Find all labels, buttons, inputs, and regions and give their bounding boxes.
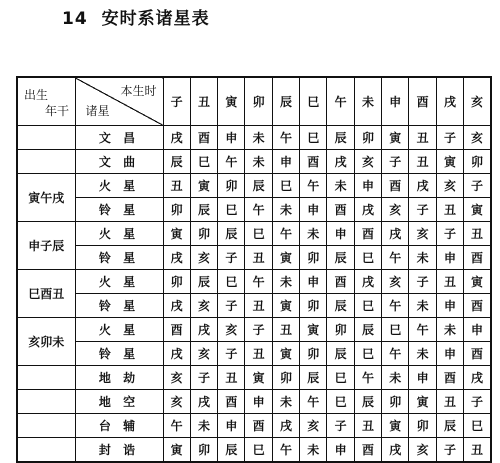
table-cell: 戌 [382, 438, 409, 463]
table-row [17, 294, 491, 318]
table-cell: 巳 [464, 414, 491, 438]
corner-birth-hour-label: 本生时 [120, 84, 157, 98]
table-cell: 申 [300, 270, 327, 294]
table-cell: 申 [300, 198, 327, 222]
corner-left-line2: 年干 [45, 104, 70, 118]
table-cell: 申 [464, 318, 491, 342]
table-cell: 辰 [300, 366, 327, 390]
table-cell: 寅 [163, 222, 190, 246]
table-header-row [17, 77, 491, 126]
table-cell: 申 [218, 126, 245, 150]
table-row [17, 246, 491, 270]
table-cell: 酉 [464, 342, 491, 366]
table-cell: 午 [382, 294, 409, 318]
table-cell: 巳 [272, 174, 299, 198]
table-cell: 卯 [272, 366, 299, 390]
table-cell: 辰 [218, 438, 245, 463]
table-cell: 申 [409, 366, 436, 390]
branch-header-6: 午 [327, 77, 354, 126]
table-body [17, 77, 491, 462]
table-cell: 子 [218, 246, 245, 270]
table-cell: 辰 [354, 318, 381, 342]
branch-header-0: 子 [163, 77, 190, 126]
table-cell: 巳 [190, 150, 217, 174]
table-cell: 巳 [218, 198, 245, 222]
corner-stars-label: 诸星 [85, 104, 110, 118]
row-star-name: 铃 星 [75, 342, 163, 366]
table-cell: 辰 [327, 126, 354, 150]
table-cell: 申 [327, 438, 354, 463]
corner-birth-year-stem [17, 77, 75, 126]
table-cell: 卯 [327, 318, 354, 342]
table-cell: 丑 [436, 198, 463, 222]
table-cell: 亥 [382, 198, 409, 222]
row-group-empty [17, 126, 75, 150]
table-row [17, 390, 491, 414]
table-cell: 亥 [382, 270, 409, 294]
table-cell: 辰 [245, 174, 272, 198]
table-cell: 辰 [327, 342, 354, 366]
table-cell: 丑 [245, 342, 272, 366]
row-group-empty [17, 366, 75, 390]
table-cell: 未 [272, 198, 299, 222]
table-row [17, 150, 491, 174]
table-cell: 寅 [464, 198, 491, 222]
table-cell: 申 [354, 174, 381, 198]
row-group-label: 申子辰 [17, 222, 75, 270]
table-cell: 戌 [409, 174, 436, 198]
table-cell: 丑 [272, 318, 299, 342]
table-cell: 午 [218, 150, 245, 174]
table-cell: 申 [436, 294, 463, 318]
table-row [17, 174, 491, 198]
table-cell: 酉 [327, 270, 354, 294]
table-cell: 卯 [300, 246, 327, 270]
table-cell: 午 [272, 222, 299, 246]
table-cell: 丑 [436, 270, 463, 294]
table-cell: 子 [464, 390, 491, 414]
table-cell: 未 [245, 150, 272, 174]
table-row [17, 126, 491, 150]
row-star-name: 火 星 [75, 318, 163, 342]
table-cell: 巳 [245, 222, 272, 246]
table-row [17, 270, 491, 294]
table-cell: 未 [409, 294, 436, 318]
branch-header-9: 酉 [409, 77, 436, 126]
table-cell: 辰 [436, 414, 463, 438]
table-cell: 酉 [464, 294, 491, 318]
branch-header-2: 寅 [218, 77, 245, 126]
table-cell: 戌 [327, 150, 354, 174]
table-cell: 戌 [272, 414, 299, 438]
table-cell: 子 [327, 414, 354, 438]
row-star-name: 铃 星 [75, 294, 163, 318]
table-cell: 午 [382, 342, 409, 366]
table-cell: 午 [382, 246, 409, 270]
row-star-name: 火 星 [75, 270, 163, 294]
table-cell: 未 [409, 246, 436, 270]
section-number: 14 [62, 9, 88, 29]
table-cell: 亥 [354, 150, 381, 174]
table-cell: 酉 [163, 318, 190, 342]
table-cell: 丑 [436, 390, 463, 414]
table-cell: 午 [354, 366, 381, 390]
table-cell: 酉 [464, 246, 491, 270]
table-row [17, 438, 491, 463]
table-row [17, 318, 491, 342]
table-cell: 午 [409, 318, 436, 342]
row-group-empty [17, 390, 75, 414]
table-cell: 巳 [245, 438, 272, 463]
section-title: 安时系诸星表 [101, 9, 210, 29]
table-cell: 寅 [245, 366, 272, 390]
table-cell: 亥 [436, 174, 463, 198]
table-cell: 丑 [409, 126, 436, 150]
row-group-label: 亥卯未 [17, 318, 75, 366]
table-cell: 未 [190, 414, 217, 438]
table-cell: 酉 [436, 366, 463, 390]
table-cell: 未 [409, 342, 436, 366]
table-cell: 申 [436, 246, 463, 270]
table-cell: 辰 [327, 294, 354, 318]
table-cell: 未 [272, 390, 299, 414]
table-cell: 戌 [354, 270, 381, 294]
table-cell: 子 [436, 126, 463, 150]
table-cell: 卯 [300, 342, 327, 366]
table-cell: 丑 [409, 150, 436, 174]
branch-header-8: 申 [382, 77, 409, 126]
table-cell: 亥 [409, 222, 436, 246]
table-cell: 申 [218, 414, 245, 438]
table-cell: 卯 [300, 294, 327, 318]
row-star-name: 火 星 [75, 174, 163, 198]
table-cell: 未 [300, 438, 327, 463]
table-cell: 卯 [409, 414, 436, 438]
table-cell: 巳 [354, 294, 381, 318]
table-cell: 丑 [245, 294, 272, 318]
table-cell: 巳 [354, 342, 381, 366]
table-cell: 巳 [327, 366, 354, 390]
table-cell: 子 [218, 342, 245, 366]
branch-header-11: 亥 [464, 77, 491, 126]
table-cell: 戌 [354, 198, 381, 222]
branch-header-3: 卯 [245, 77, 272, 126]
table-row [17, 198, 491, 222]
row-star-name: 铃 星 [75, 198, 163, 222]
table-row [17, 222, 491, 246]
table-cell: 亥 [464, 126, 491, 150]
table-cell: 卯 [464, 150, 491, 174]
table-cell: 戌 [163, 294, 190, 318]
table-cell: 亥 [190, 342, 217, 366]
row-star-name: 地 空 [75, 390, 163, 414]
table-cell: 未 [245, 126, 272, 150]
table-cell: 未 [300, 222, 327, 246]
table-cell: 酉 [354, 222, 381, 246]
table-cell: 子 [409, 270, 436, 294]
table-cell: 亥 [409, 438, 436, 463]
table-cell: 子 [436, 222, 463, 246]
table-cell: 戌 [163, 246, 190, 270]
table-cell: 未 [382, 366, 409, 390]
row-star-name: 火 星 [75, 222, 163, 246]
table-row [17, 366, 491, 390]
table-cell: 辰 [190, 270, 217, 294]
branch-header-4: 辰 [272, 77, 299, 126]
table-cell: 酉 [300, 150, 327, 174]
row-group-label: 巳酉丑 [17, 270, 75, 318]
table-cell: 寅 [272, 342, 299, 366]
table-cell: 寅 [300, 318, 327, 342]
table-row [17, 414, 491, 438]
table-cell: 酉 [190, 126, 217, 150]
table-cell: 亥 [300, 414, 327, 438]
table-cell: 戌 [163, 342, 190, 366]
table-cell: 申 [436, 342, 463, 366]
table-cell: 子 [409, 198, 436, 222]
table-cell: 戌 [382, 222, 409, 246]
table-cell: 卯 [163, 270, 190, 294]
table-cell: 丑 [218, 366, 245, 390]
table-cell: 未 [272, 270, 299, 294]
table-cell: 巳 [300, 126, 327, 150]
table-cell: 午 [272, 438, 299, 463]
table-cell: 酉 [218, 390, 245, 414]
table-cell: 巳 [354, 246, 381, 270]
table-cell: 辰 [163, 150, 190, 174]
row-group-empty [17, 150, 75, 174]
table-cell: 丑 [464, 438, 491, 463]
table-cell: 卯 [382, 390, 409, 414]
row-star-name: 铃 星 [75, 246, 163, 270]
branch-header-5: 巳 [300, 77, 327, 126]
table-cell: 辰 [190, 198, 217, 222]
table-cell: 亥 [163, 390, 190, 414]
table-row [17, 342, 491, 366]
table-cell: 寅 [382, 414, 409, 438]
table-cell: 申 [327, 222, 354, 246]
table-cell: 酉 [354, 438, 381, 463]
table-cell: 寅 [272, 246, 299, 270]
table-cell: 卯 [354, 126, 381, 150]
table-cell: 申 [245, 390, 272, 414]
page-title [62, 4, 210, 29]
table-cell: 丑 [163, 174, 190, 198]
row-star-name: 地 劫 [75, 366, 163, 390]
table-cell: 戌 [190, 390, 217, 414]
table-cell: 未 [327, 174, 354, 198]
table-cell: 卯 [190, 438, 217, 463]
table-cell: 巳 [382, 318, 409, 342]
table-cell: 酉 [382, 174, 409, 198]
table-cell: 亥 [163, 366, 190, 390]
table-cell: 戌 [464, 366, 491, 390]
row-group-label: 寅午戌 [17, 174, 75, 222]
row-star-name: 文 昌 [75, 126, 163, 150]
table-cell: 寅 [409, 390, 436, 414]
table-cell: 丑 [354, 414, 381, 438]
table-cell: 子 [382, 150, 409, 174]
row-group-empty [17, 414, 75, 438]
table-cell: 亥 [218, 318, 245, 342]
table-cell: 午 [300, 174, 327, 198]
table-cell: 巳 [218, 270, 245, 294]
table-cell: 酉 [327, 198, 354, 222]
table-cell: 子 [190, 366, 217, 390]
branch-header-1: 丑 [190, 77, 217, 126]
table-cell: 午 [245, 198, 272, 222]
row-group-empty [17, 438, 75, 463]
table-cell: 子 [464, 174, 491, 198]
table-cell: 申 [272, 150, 299, 174]
table-cell: 卯 [218, 174, 245, 198]
table-cell: 戌 [190, 318, 217, 342]
table-cell: 寅 [163, 438, 190, 463]
table-cell: 午 [245, 270, 272, 294]
table-cell: 未 [436, 318, 463, 342]
table-cell: 寅 [436, 150, 463, 174]
table-cell: 亥 [190, 294, 217, 318]
table-cell: 辰 [354, 390, 381, 414]
row-star-name: 文 曲 [75, 150, 163, 174]
corner-diagonal-header [75, 77, 163, 126]
table-cell: 子 [218, 294, 245, 318]
table-cell: 酉 [245, 414, 272, 438]
table-cell: 寅 [272, 294, 299, 318]
table-cell: 辰 [327, 246, 354, 270]
row-star-name: 台 辅 [75, 414, 163, 438]
table-cell: 亥 [190, 246, 217, 270]
table-cell: 卯 [163, 198, 190, 222]
table-cell: 巳 [327, 390, 354, 414]
row-star-name: 封 诰 [75, 438, 163, 463]
table-cell: 戌 [163, 126, 190, 150]
table-cell: 午 [300, 390, 327, 414]
branch-header-7: 未 [354, 77, 381, 126]
table-cell: 丑 [245, 246, 272, 270]
table-cell: 丑 [464, 222, 491, 246]
table-cell: 子 [436, 438, 463, 463]
table-cell: 寅 [464, 270, 491, 294]
star-placement-table [16, 76, 492, 463]
table-cell: 寅 [190, 174, 217, 198]
branch-header-10: 戌 [436, 77, 463, 126]
table-cell: 辰 [218, 222, 245, 246]
table-cell: 子 [245, 318, 272, 342]
table-cell: 卯 [190, 222, 217, 246]
table-cell: 午 [163, 414, 190, 438]
table-cell: 寅 [382, 126, 409, 150]
corner-left-line1: 出生 [24, 88, 49, 102]
table-cell: 午 [272, 126, 299, 150]
